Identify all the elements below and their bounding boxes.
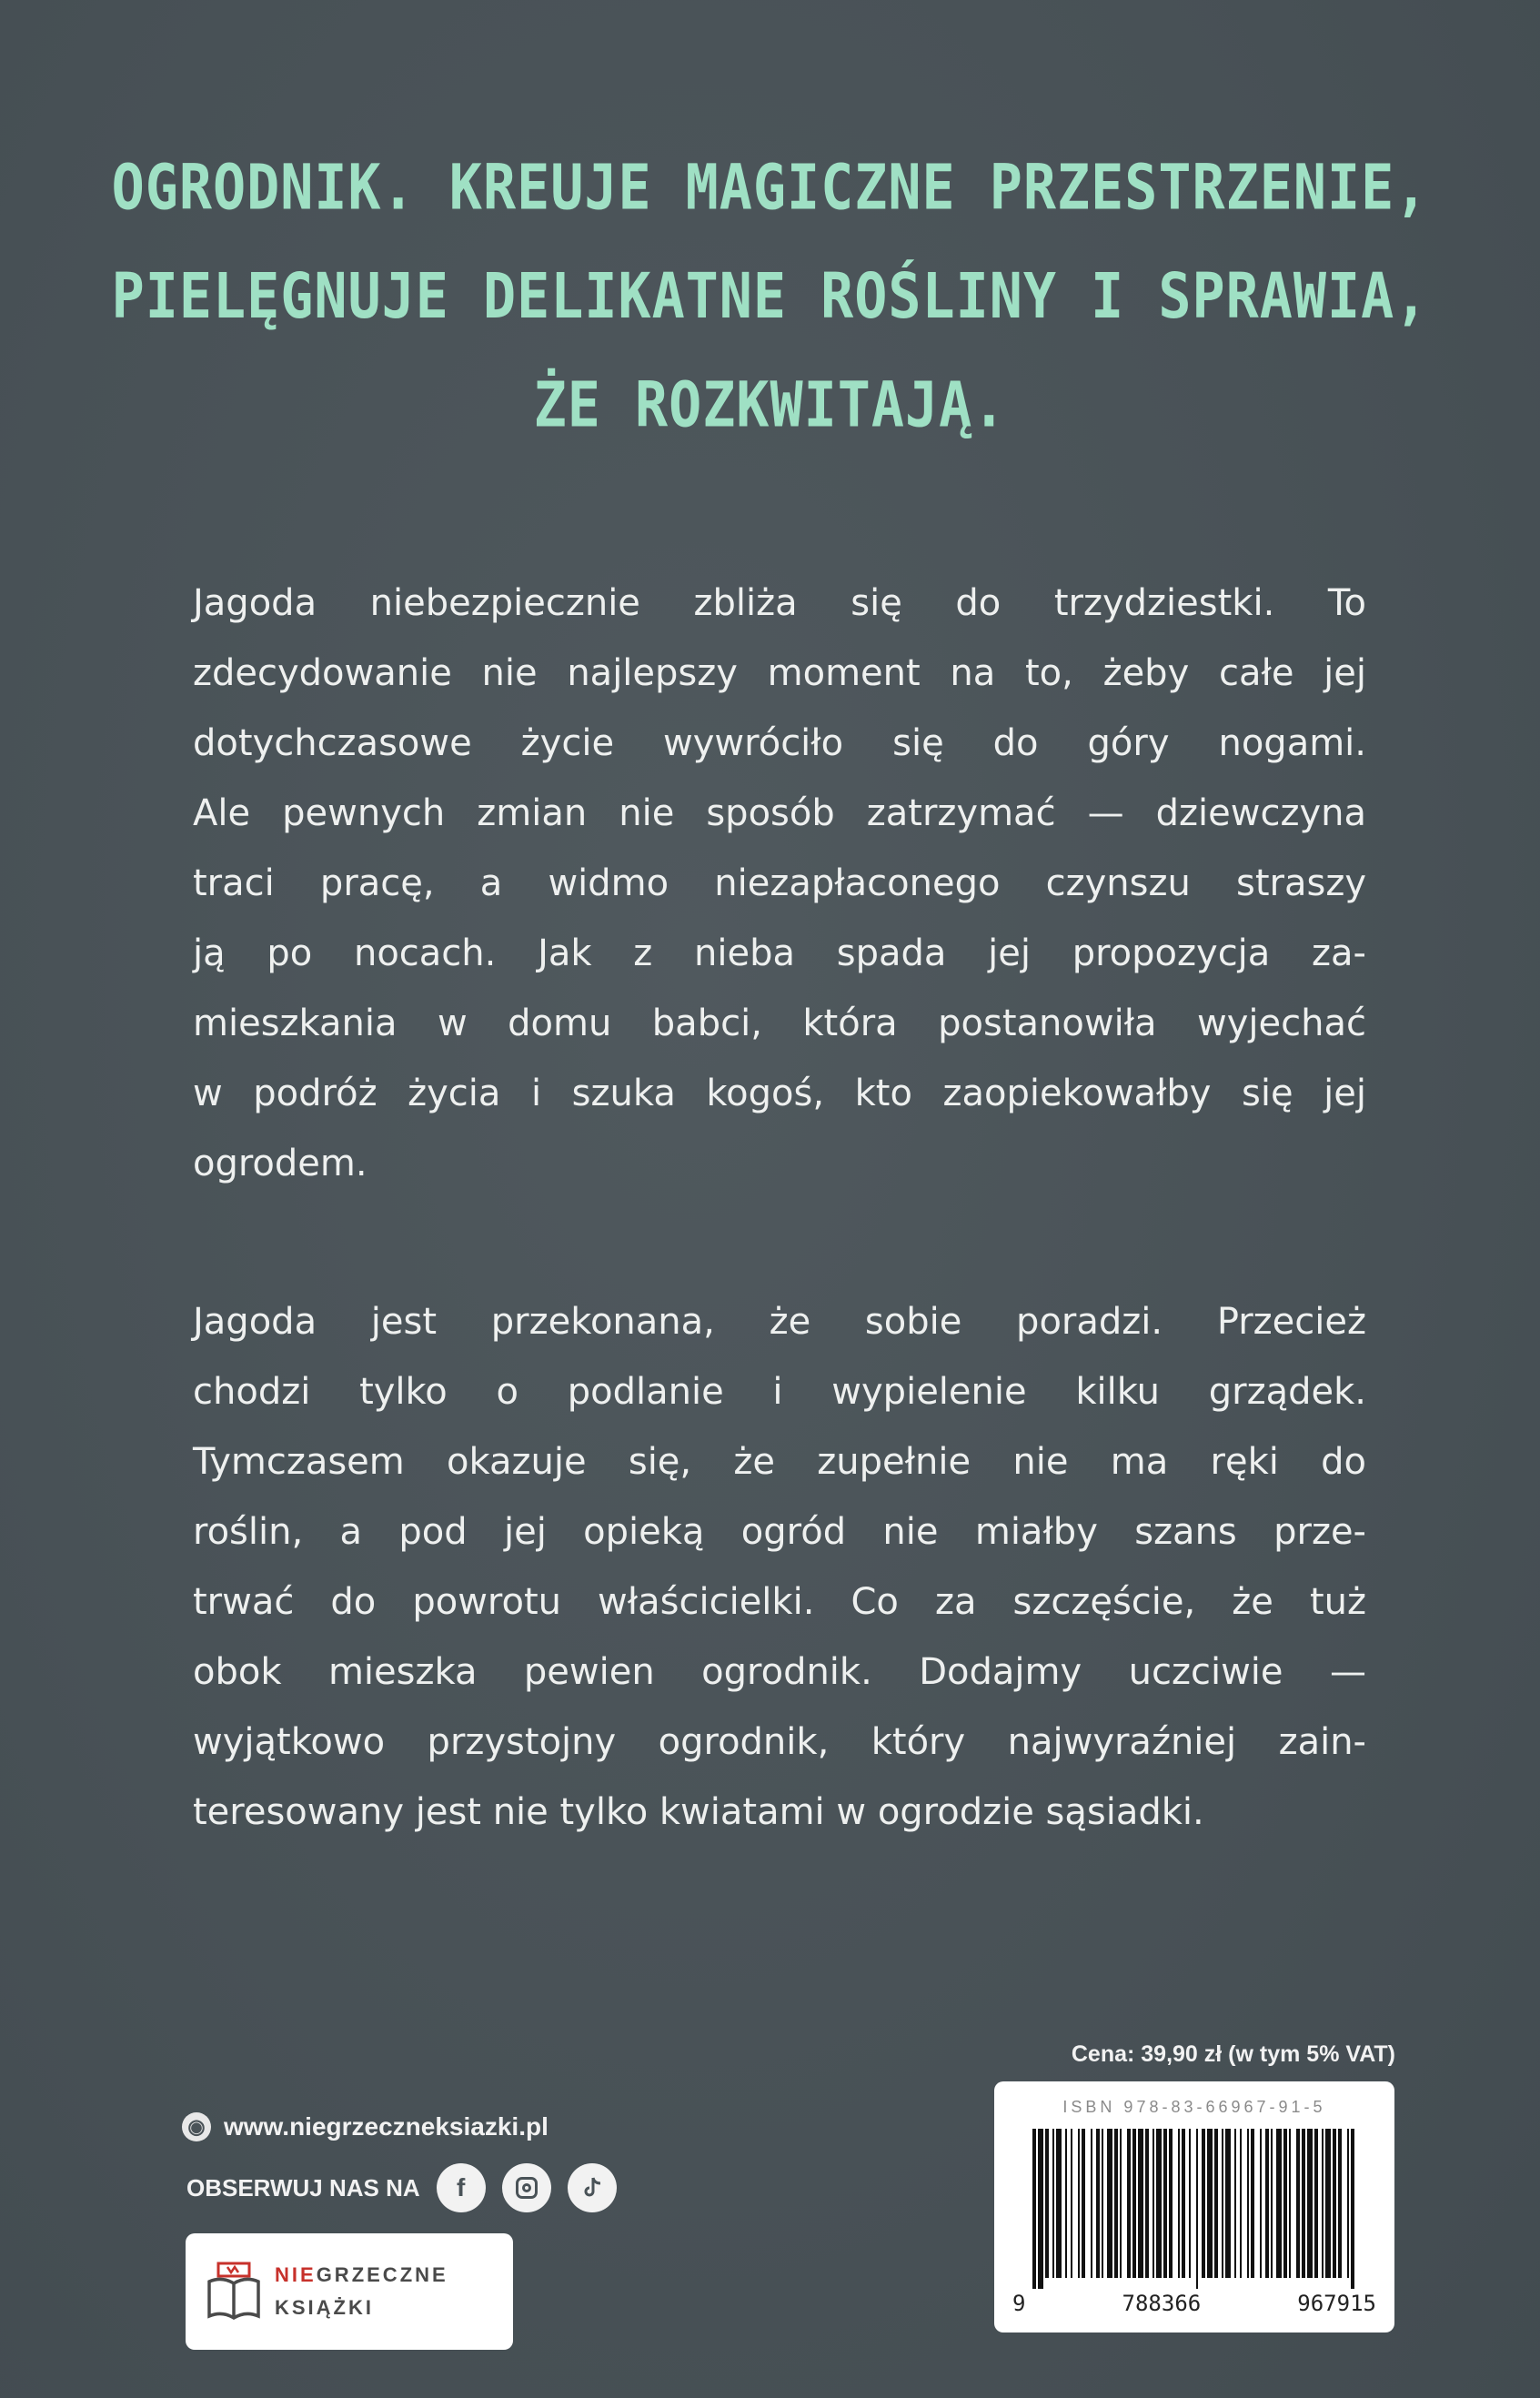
barcode-bar [1338,2129,1342,2278]
barcode-bar [1045,2129,1049,2278]
barcode-bar [1240,2129,1242,2278]
barcode-bar [1333,2129,1336,2278]
barcode-bar [1056,2129,1062,2278]
barcode-bar [1052,2129,1054,2278]
paragraph-line: traci pracę, a widmo niezapłaconego czynszu straszy [193,862,1366,904]
barcode-bar [1202,2129,1205,2278]
ean-right-group: 967915 [1297,2291,1376,2316]
barcode-bar [1222,2129,1223,2278]
barcode-bar [1038,2129,1043,2289]
barcode-bar [1296,2129,1300,2278]
barcode-bar [1225,2129,1231,2278]
barcode-bar [1214,2129,1218,2278]
paragraph-line: Jagoda jest przekonana, że sobie poradzi. Przecież [193,1301,1366,1343]
barcode-bar [1314,2129,1318,2278]
description-paragraph-1 [193,569,1366,1199]
barcode-bar [1351,2129,1354,2289]
barcode-bar [1289,2129,1291,2278]
website-url: www.niegrzeczneksiazki.pl [224,2112,549,2141]
website-link[interactable] [182,2112,549,2141]
barcode-bar [1307,2129,1313,2278]
barcode-bar [1065,2129,1067,2278]
barcode-bar [1325,2129,1331,2278]
barcode-bar [1251,2129,1254,2278]
barcode-bar [1082,2129,1085,2278]
barcode-bar [1169,2129,1173,2278]
barcode-bar [1120,2129,1122,2278]
barcode-bar [1096,2129,1100,2278]
barcode-bar [1091,2129,1092,2278]
paragraph-line: Ale pewnych zmian nie sposób zatrzymać — dziewczyna [193,792,1366,834]
barcode-bar [1182,2129,1185,2278]
ean-left-group: 788366 [1122,2291,1202,2316]
paragraph-line: wyjątkowo przystojny ogrodnik, który najwyraźniej zain- [193,1721,1366,1763]
barcode-bar [1196,2129,1198,2289]
ean-digits [1012,2291,1376,2316]
barcode-bar [1189,2129,1191,2278]
tiktok-icon[interactable] [568,2163,617,2212]
headline-line: OGRODNIK. KREUJE MAGICZNE PRZESTRZENIE, [111,151,1429,225]
facebook-glyph: f [457,2173,466,2202]
paragraph-line: ją po nocach. Jak z nieba spada jej propozycja za- [193,932,1366,974]
facebook-icon[interactable] [437,2163,486,2212]
ean-first-digit: 9 [1012,2291,1026,2316]
paragraph-line: teresowany jest nie tylko kwiatami w ogrodzie sąsiadki. [193,1791,1204,1833]
paragraph-line: roślin, a pod jej opieką ogród nie miałby szans prze- [193,1511,1366,1553]
follow-us [186,2163,617,2212]
barcode-bar [1102,2129,1103,2278]
paragraph-line: chodzi tylko o podlanie i wypielenie kilku grządek. [193,1371,1366,1413]
paragraph-line: mieszkania w domu babci, która postanowiła wyjechać [193,1003,1366,1044]
barcode-bar [1152,2129,1154,2278]
barcode-bars [1031,2129,1358,2289]
barcode-bar [1322,2129,1324,2278]
barcode-bar [1071,2129,1072,2278]
paragraph-line: trwać do powrotu właścicielki. Co za szczęście, że tuż [193,1581,1366,1623]
barcode-bar [1156,2129,1162,2278]
instagram-icon[interactable] [502,2163,551,2212]
barcode-bar [1163,2129,1167,2278]
barcode-bar [1207,2129,1213,2278]
barcode-bar [1127,2129,1131,2278]
description-paragraph-2 [193,1287,1366,1848]
barcode-bar [1078,2129,1080,2278]
price-label: Cena: 39,90 zł (w tym 5% VAT) [1071,2041,1395,2067]
publisher-name: NIEGRZECZNE KSIĄŻKI [275,2263,448,2319]
paragraph-line: obok mieszka pewien ogrodnik. Dodajmy uczciwie — [193,1651,1366,1693]
barcode-bar [1107,2129,1112,2278]
barcode-bar [1302,2129,1305,2278]
publisher-logo [186,2233,513,2350]
open-book-icon [206,2260,262,2323]
isbn-barcode [994,2081,1394,2333]
headline [91,134,1449,460]
barcode-bar [1247,2129,1249,2278]
barcode-bar [1138,2129,1143,2278]
barcode-bar [1265,2129,1269,2278]
headline-line: PIELĘGNUJE DELIKATNE ROŚLINY I SPRAWIA, [111,259,1429,334]
paragraph-line: ogrodem. [193,1143,367,1184]
barcode-bar [1032,2129,1036,2289]
barcode-bar [1283,2129,1287,2278]
paragraph-line: w podróż życia i szuka kogoś, kto zaopiekowałby się jej [193,1073,1366,1114]
barcode-bar [1276,2129,1282,2278]
paragraph-line: dotychczasowe życie wywróciło się do góry nogami. [193,722,1366,764]
isbn-label: ISBN 978-83-66967-91-5 [1062,2098,1326,2116]
paragraph-line: Jagoda niebezpiecznie zbliża się do trzydziestki. To [193,582,1366,624]
paragraph-line: Tymczasem okazuje się, że zupełnie nie ma ręki do [193,1441,1366,1483]
barcode-bar [1347,2129,1349,2278]
globe-icon: ◉ [182,2112,211,2141]
barcode-bar [1271,2129,1273,2278]
barcode-bar [1234,2129,1236,2278]
barcode-bar [1132,2129,1136,2278]
barcode-bar [1145,2129,1149,2278]
barcode-bar [1260,2129,1262,2278]
barcode-bar [1178,2129,1180,2278]
headline-line: ŻE ROZKWITAJĄ. [533,368,1007,442]
paragraph-line: zdecydowanie nie najlepszy moment na to, żeby całe jej [193,652,1366,694]
barcode-bar [1114,2129,1118,2278]
follow-label: OBSERWUJ NAS NA [186,2173,420,2202]
